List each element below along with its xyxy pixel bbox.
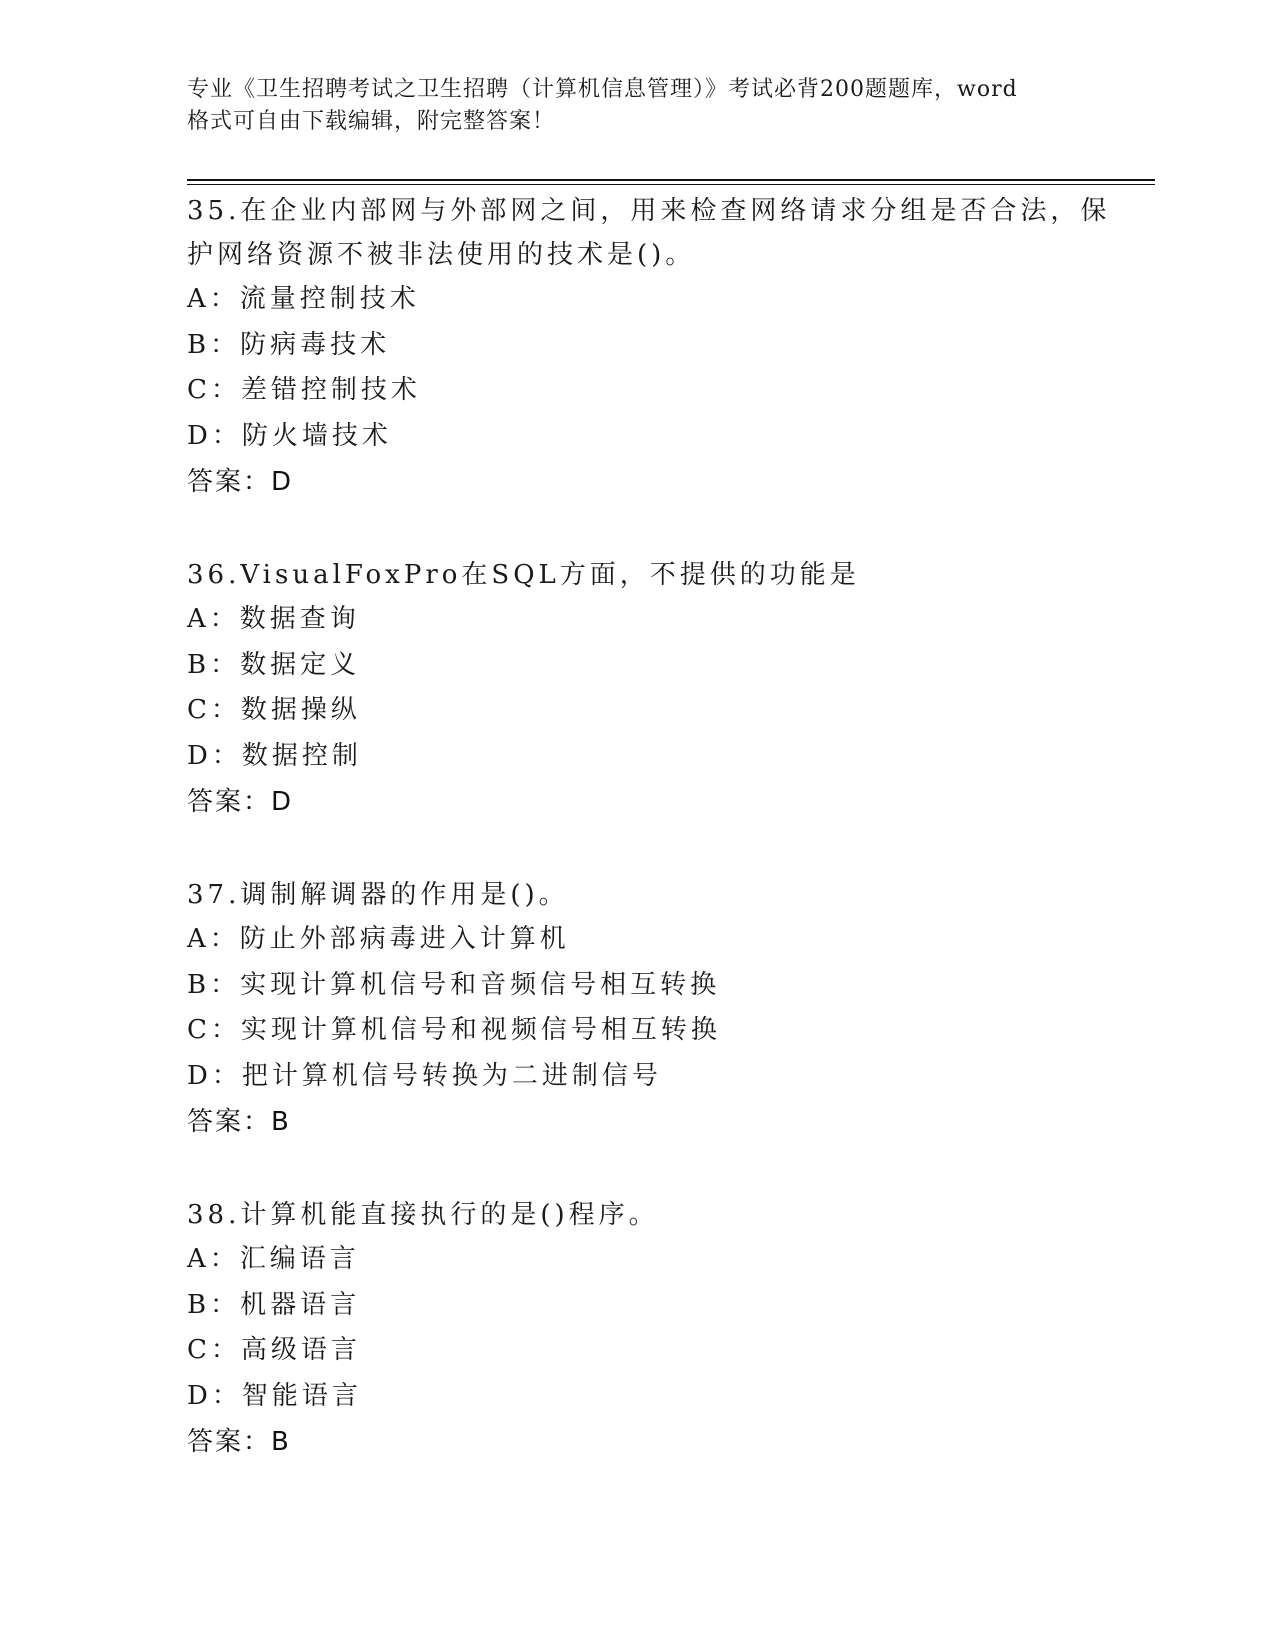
option-a: A：防止外部病毒进入计算机 — [187, 924, 570, 954]
option-a: A：汇编语言 — [187, 1244, 360, 1274]
header-divider-thick — [187, 179, 1155, 181]
question-35 — [187, 189, 1111, 505]
question-stem-line: 38.计算机能直接执行的是()程序。 — [187, 1200, 659, 1230]
document-header — [187, 74, 1087, 138]
option-b: B：机器语言 — [187, 1289, 361, 1320]
option-b: B：数据定义 — [187, 649, 361, 680]
header-divider-thin — [187, 184, 1155, 185]
question-stem-line: 36.VisualFoxPro在SQL方面，不提供的功能是 — [187, 560, 860, 590]
option-d: D：智能语言 — [187, 1380, 362, 1411]
header-line-2: 格式可自由下载编辑，附完整答案！ — [187, 109, 556, 134]
option-a: A：数据查询 — [187, 604, 360, 634]
question-stem-line: 37.调制解调器的作用是()。 — [187, 880, 569, 910]
question-stem — [187, 553, 1087, 597]
question-37 — [187, 873, 1087, 1145]
option-d: D：防火墙技术 — [187, 420, 392, 451]
option-c: C：数据操纵 — [187, 695, 361, 725]
option-d: D：把计算机信号转换为二进制信号 — [187, 1060, 662, 1091]
question-stem — [187, 873, 1087, 917]
answer-label: 答案：D — [187, 467, 294, 497]
option-c: C：高级语言 — [187, 1335, 361, 1365]
option-b: B：防病毒技术 — [187, 329, 391, 360]
question-stem — [187, 189, 1111, 277]
option-c: C：实现计算机信号和视频信号相互转换 — [187, 1015, 721, 1045]
option-c: C：差错控制技术 — [187, 375, 421, 405]
answer-label: 答案：D — [187, 787, 294, 817]
option-d: D：数据控制 — [187, 740, 362, 771]
question-stem-line: 35.在企业内部网与外部网之间，用来检查网络请求分组是否合法，保 — [187, 196, 1111, 226]
answer-label: 答案：B — [187, 1427, 291, 1457]
option-b: B：实现计算机信号和音频信号相互转换 — [187, 969, 721, 1000]
question-stem-line: 护网络资源不被非法使用的技术是()。 — [187, 240, 696, 270]
question-36 — [187, 553, 1087, 825]
option-a: A：流量控制技术 — [187, 284, 420, 314]
question-38 — [187, 1193, 1087, 1465]
question-stem — [187, 1193, 1087, 1237]
answer-label: 答案：B — [187, 1107, 291, 1137]
header-line-1: 专业《卫生招聘考试之卫生招聘（计算机信息管理）》考试必背200题题库，word — [187, 77, 1018, 102]
